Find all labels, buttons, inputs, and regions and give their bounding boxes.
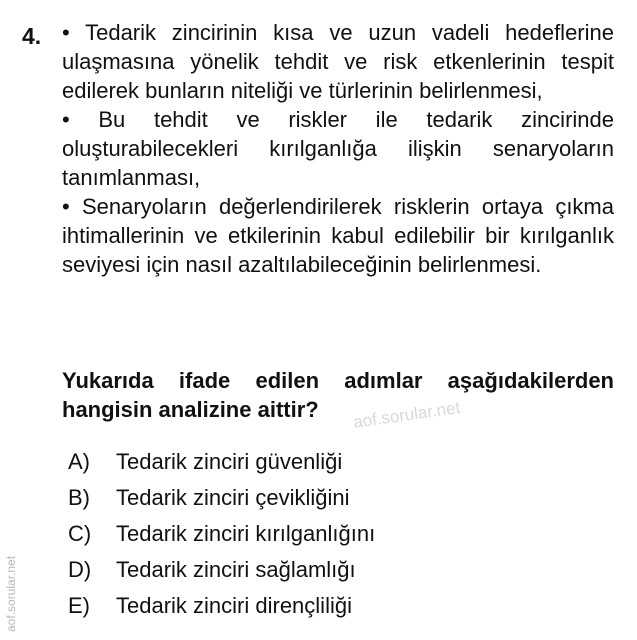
option-c-text: Tedarik zinciri kırılganlığını [116,521,376,546]
question-prompt: Yukarıda ifade edilen adımlar aşağıdakilerden hangisin analizine aittir? [62,368,614,422]
option-d[interactable] [68,554,375,590]
question-body [62,18,614,279]
answer-options [68,446,375,626]
question-paragraph-3: • Senaryoların değerlendirilerek risklerin ortaya çıkma ihtimallerinin ve etkilerinin kabul edilebilir bir kırılganlık seviyesi için nasıl azaltılabileceğinin belirlenmesi. [62,194,614,277]
watermark-center: aof.sorular.net [352,398,462,432]
option-c-letter: C) [68,521,92,546]
option-c[interactable] [68,518,375,554]
question-paragraph-1: • Tedarik zincirinin kısa ve uzun vadeli hedeflerine ulaşmasına yönelik tehdit ve risk etkenlerinin tespit edilerek bunların niteliği ve türlerinin belirlenmesi, [62,20,614,103]
option-a-text: Tedarik zinciri güvenliği [116,449,343,474]
option-a-letter: A) [68,449,90,474]
option-e[interactable] [68,590,375,626]
option-a[interactable] [68,446,375,482]
option-b-letter: B) [68,485,90,510]
option-b[interactable] [68,482,375,518]
watermark-side: aof.sorular.net [4,555,18,632]
option-d-letter: D) [68,557,92,582]
option-e-letter: E) [68,593,90,618]
option-b-text: Tedarik zinciri çevikliğini [116,485,350,510]
option-e-text: Tedarik zinciri dirençliliği [116,593,352,618]
question-paragraph-2: • Bu tehdit ve riskler ile tedarik zincirinde oluşturabilecekleri kırılganlığa ilişkin senaryoların tanımlanması, [62,107,614,190]
option-d-text: Tedarik zinciri sağlamlığı [116,557,356,582]
question-number: 4. [22,23,42,49]
